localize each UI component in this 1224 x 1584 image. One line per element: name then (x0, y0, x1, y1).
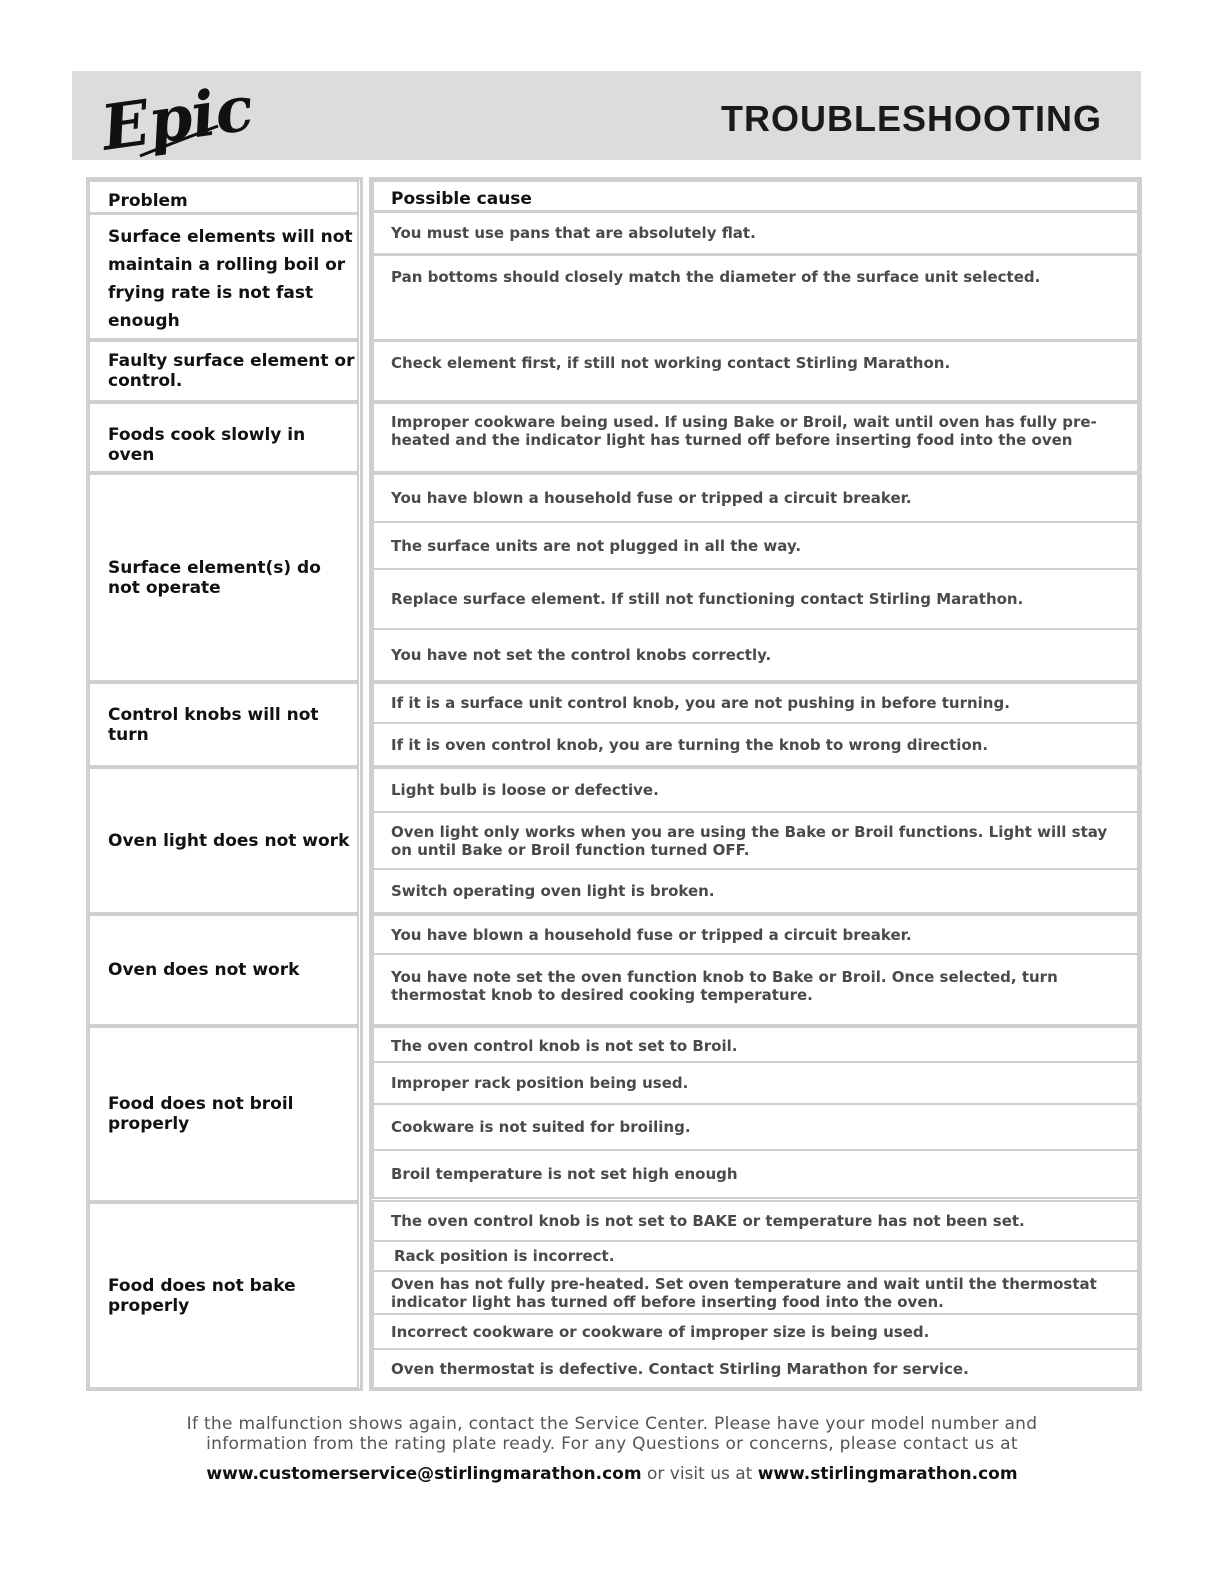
cause-cell: Replace surface element. If still not functioning contact Stirling Marathon. (372, 568, 1139, 630)
problem-cell: Food does not broil properly (88, 1026, 359, 1202)
email-link[interactable]: www.customerservice@stirlingmarathon.com (206, 1464, 642, 1484)
cause-header: Possible cause (372, 180, 1139, 212)
cause-cell: Pan bottoms should closely match the diameter of the surface unit selected. (372, 254, 1139, 341)
problem-cell: Surface elements will not maintain a rolling boil or frying rate is not fast enough (88, 213, 359, 340)
cause-cell: Oven has not fully pre-heated. Set oven temperature and wait until the thermostat indicator light has turned off before inserting food into the oven. (372, 1270, 1139, 1315)
cause-cell: Cookware is not suited for broiling. (372, 1103, 1139, 1151)
cause-cell: If it is oven control knob, you are turning the knob to wrong direction. (372, 722, 1139, 767)
cause-cell: Improper rack position being used. (372, 1061, 1139, 1105)
cause-cell: Oven light only works when you are using the Bake or Broil functions. Light will stay on until Bake or Broil function turned OFF. (372, 811, 1139, 870)
cause-cell: Switch operating oven light is broken. (372, 868, 1139, 914)
cause-cell: Broil temperature is not set high enough (372, 1149, 1139, 1199)
problem-cell: Oven does not work (88, 914, 359, 1026)
svg-text:Epic: Epic (96, 71, 258, 165)
website-link[interactable]: www.stirlingmarathon.com (757, 1464, 1018, 1484)
cause-cell: The oven control knob is not set to BAKE or temperature has not been set. (372, 1200, 1139, 1242)
problem-cell: Control knobs will not turn (88, 682, 359, 767)
cause-cell: You must use pans that are absolutely flat. (372, 211, 1139, 255)
problem-cell: Food does not bake properly (88, 1202, 359, 1389)
problem-cell: Surface element(s) do not operate (88, 473, 359, 682)
problem-header: Problem (88, 180, 359, 214)
footer-line-2: information from the rating plate ready. For any Questions or concerns, please contact us at (206, 1434, 1018, 1454)
page-title: TROUBLESHOOTING (721, 98, 1102, 139)
cause-cell: Light bulb is loose or defective. (372, 767, 1139, 813)
cause-cell: Improper cookware being used. If using Bake or Broil, wait until oven has fully pre-heated and the indicator light has turned off before inserting food into the oven (372, 402, 1139, 473)
problem-cell: Oven light does not work (88, 767, 359, 914)
cause-cell: Incorrect cookware or cookware of improper size is being used. (372, 1313, 1139, 1350)
cause-cell: You have blown a household fuse or tripped a circuit breaker. (372, 914, 1139, 955)
cause-cell: If it is a surface unit control knob, you are not pushing in before turning. (372, 682, 1139, 724)
footer-line-1: If the malfunction shows again, contact the Service Center. Please have your model number and (186, 1414, 1038, 1434)
epic-logo (96, 71, 258, 165)
cause-cell: You have note set the oven function knob to Bake or Broil. Once selected, turn thermostat knob to desired cooking temperature. (372, 953, 1139, 1026)
footer-or-text: or visit us at (641, 1464, 758, 1484)
cause-cell: The surface units are not plugged in all the way. (372, 521, 1139, 570)
cause-cell: You have not set the control knobs correctly. (372, 628, 1139, 682)
footer-text (0, 1414, 1224, 1454)
footer-contact (0, 1464, 1224, 1484)
cause-cell: Rack position is incorrect. (372, 1240, 1139, 1272)
cause-cell: Check element first, if still not working contact Stirling Marathon. (372, 340, 1139, 402)
cause-cell: The oven control knob is not set to Broil. (372, 1026, 1139, 1063)
problem-cell: Faulty surface element or control. (88, 340, 359, 402)
problem-cell: Foods cook slowly in oven (88, 402, 359, 473)
cause-cell: You have blown a household fuse or tripped a circuit breaker. (372, 473, 1139, 523)
cause-cell: Oven thermostat is defective. Contact Stirling Marathon for service. (372, 1348, 1139, 1389)
